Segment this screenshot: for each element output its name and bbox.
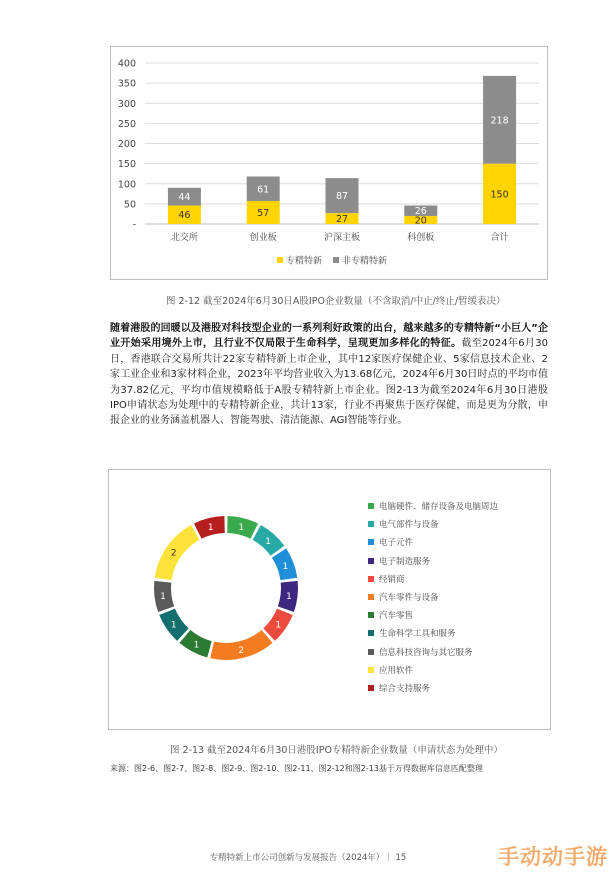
y-tick-label: 100: [117, 179, 136, 191]
figure-caption-2-13: 图 2-13 截至2024年6月30日港股IPO专精特新企业数量（申请状态为处理中）: [170, 745, 503, 756]
data-label: 27: [335, 214, 349, 226]
legend-label: 电气部件与设备: [379, 520, 439, 531]
y-tick-label: 250: [117, 118, 136, 130]
legend-label: 经销商: [379, 574, 405, 585]
legend-item: [368, 552, 498, 570]
slice-label: 1: [170, 620, 177, 631]
data-label: 150: [490, 189, 509, 201]
legend-label: 专精特新: [286, 256, 323, 267]
legend-item: [368, 515, 498, 533]
legend-swatch: [368, 630, 374, 636]
slice-label: 1: [275, 620, 282, 631]
legend-swatch: [333, 257, 339, 263]
data-label: 46: [178, 210, 191, 222]
data-label: 57: [257, 208, 270, 220]
body-paragraph: [110, 321, 548, 429]
legend-item: [368, 533, 498, 551]
x-tick-label: 合计: [490, 233, 509, 243]
legend-swatch: [368, 594, 374, 600]
legend-item: [368, 661, 498, 679]
legend-item: [368, 643, 498, 661]
legend-swatch: [368, 503, 374, 509]
slice-label: 1: [238, 522, 245, 533]
bar-chart-frame: [110, 46, 548, 280]
slice-label: 1: [282, 561, 289, 572]
data-label: 20: [414, 215, 427, 227]
data-label: 218: [490, 115, 509, 127]
paragraph-body: 截至2024年6月30日，香港联合交易所共计22家专精特新上市企业，其中12家医疗保健企业、5家信息技术企业、2家工业企业和3家材料企业，2023年平均营业收入为13.68亿元，2024年6月30日时点的平均市值为37.82亿元，平均市值规模略低于A股专精特新上市企业。图2-13为截至2024年6月30日港股IPO申请状态为处理中的专精特新企业，共计13家，行业不再聚焦于医疗保健，而是更为分散，申报企业的业务涵盖机器人、智能驾驶、清洁能源、AGI智能等行业。: [110, 338, 548, 427]
legend-item: [368, 570, 498, 588]
y-tick-label: 400: [117, 58, 136, 70]
source-note: 来源：图2-6、图2-7、图2-8、图2-9、图2-10、图2-11、图2-12和图2-13基于万得数据库信息匹配整理: [110, 764, 483, 773]
legend-label: 生命科学工具和服务: [379, 629, 456, 640]
stacked-bar-chart: [111, 47, 547, 279]
x-tick-label: 北交所: [170, 233, 198, 243]
slice-label: 1: [286, 592, 292, 603]
page-footer: 专精特新上市公司创新与发展报告（2024年）｜ 15: [209, 853, 407, 863]
figure-caption-2-12: 图 2-12 截至2024年6月30日A股IPO企业数量（不含取消/中止/终止/暂缓表决）: [166, 296, 506, 307]
y-tick-label: -: [132, 219, 136, 231]
y-tick-label: 200: [117, 139, 136, 150]
legend-swatch: [277, 257, 283, 263]
x-tick-label: 科创板: [407, 233, 435, 243]
legend-label: 汽车零件与设备: [379, 593, 439, 604]
y-tick-label: 50: [123, 199, 136, 211]
data-label: 61: [257, 184, 270, 196]
slice-label: 1: [160, 592, 166, 603]
legend-swatch: [368, 667, 374, 673]
legend-swatch: [368, 649, 374, 655]
paragraph-bold-lead: 随着港股的回暖以及港股对科技型企业的一系列利好政策的出台，越来越多的专精特新“小巨人”企业开始采用境外上市，且行业不仅局限于生命科学，呈现更加多样化的特征。: [110, 323, 548, 350]
donut-chart: [109, 470, 369, 729]
legend-swatch: [368, 612, 374, 618]
donut-slice: [155, 525, 200, 580]
data-label: 87: [335, 191, 349, 203]
legend-swatch: [368, 576, 374, 582]
legend-label: 电子元件: [379, 538, 414, 549]
legend-item: [368, 588, 498, 606]
legend-label: 电子制造服务: [379, 556, 431, 567]
legend-label: 综合支持服务: [379, 683, 431, 694]
y-tick-label: 350: [117, 78, 136, 90]
legend-label: 汽车零售: [379, 611, 414, 622]
legend-label: 应用软件: [379, 665, 414, 676]
watermark-logo: 手动动手游: [498, 845, 608, 869]
legend-label: 电脑硬件、储存设备及电脑周边: [379, 502, 499, 513]
legend-item: [368, 624, 498, 642]
y-tick-label: 150: [117, 159, 136, 171]
slice-label: 2: [170, 548, 177, 559]
legend-swatch: [368, 539, 374, 545]
slice-label: 2: [238, 646, 245, 657]
legend-item: [368, 497, 498, 515]
legend-label: 非专精特新: [342, 256, 388, 267]
legend-swatch: [368, 558, 374, 564]
slice-label: 1: [265, 536, 271, 547]
legend-label: 信息科技咨询与其它服务: [379, 647, 473, 658]
slice-label: 1: [193, 640, 200, 651]
y-tick-label: 300: [117, 98, 136, 110]
data-label: 26: [414, 206, 427, 218]
donut-legend: [368, 497, 498, 697]
legend-swatch: [368, 521, 374, 527]
legend-item: [368, 606, 498, 624]
data-label: 44: [178, 192, 191, 204]
slice-label: 1: [207, 522, 214, 533]
legend-item: [368, 679, 498, 697]
legend-swatch: [368, 685, 374, 691]
x-tick-label: 创业板: [249, 233, 277, 243]
x-tick-label: 沪深主板: [323, 233, 361, 243]
